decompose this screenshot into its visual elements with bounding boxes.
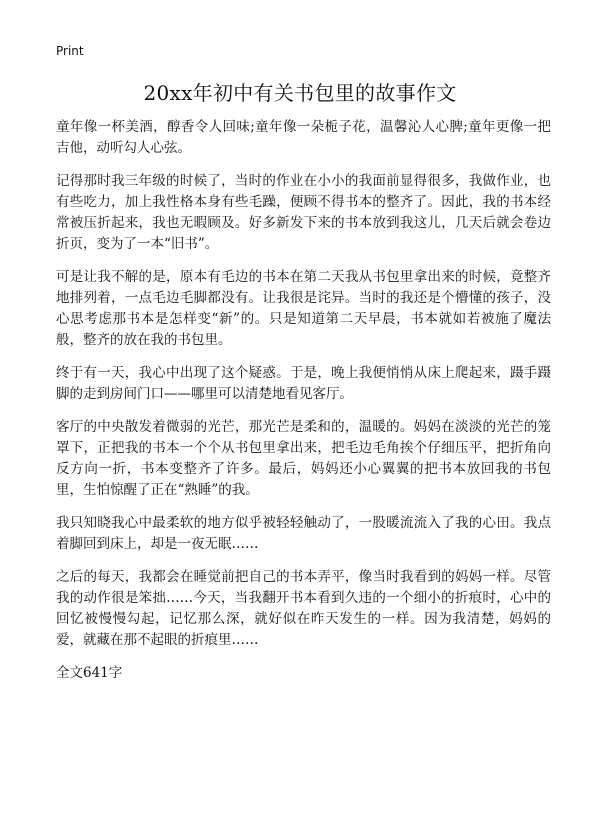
- paragraph: 我只知晓我心中最柔软的地方似乎被轻轻触动了，一股暖流流入了我的心田。我点着脚回到床上，却是一夜无眠……: [56, 515, 551, 552]
- paragraph: 记得那时我三年级的时候了，当时的作业在小小的我面前显得很多，我做作业，也有些吃力，加上我性格本身有些毛躁，便顾不得书本的整齐了。因此，我的书本经常被压折起来，我也无暇顾及。好多新发下来的书本放到我这儿，几天后就会卷边折页，变为了一本“旧书”。: [56, 173, 551, 252]
- word-count: 全文641字: [56, 665, 123, 681]
- paragraph: 终于有一天，我心中出现了这个疑惑。于是，晚上我便悄悄从床上爬起来，蹑手蹑脚的走到房间门口——哪里可以清楚地看见客厅。: [56, 365, 551, 402]
- paragraph: 之后的每天，我都会在睡觉前把自己的书本弄平，像当时我看到的妈妈一样。尽管我的动作很是笨拙……今天，当我翻开书本看到久违的一个细小的折痕时，心中的回忆被慢慢勾起，记忆那么深，就好似在昨天发生的一样。因为我清楚，妈妈的爱，就藏在那不起眼的折痕里……: [56, 569, 551, 648]
- print-link[interactable]: Print: [56, 44, 84, 58]
- article-body: [56, 117, 551, 684]
- paragraph: 童年像一杯美酒，醇香令人回味;童年像一朵栀子花，温馨沁人心脾;童年更像一把吉他，动听勾人心弦。: [56, 119, 551, 156]
- article-title: 20xx年初中有关书包里的故事作文: [143, 81, 457, 105]
- paragraph: 客厅的中央散发着微弱的光芒，那光芒是柔和的，温暖的。妈妈在淡淡的光芒的笼罩下，正把我的书本一个个从书包里拿出来，把毛边毛角挨个仔细压平，把折角向反方向一折，书本变整齐了许多。最后，妈妈还小心翼翼的把书本放回我的书包里，生怕惊醒了正在“熟睡”的我。: [56, 419, 551, 498]
- paragraph: 可是让我不解的是，原本有毛边的书本在第二天我从书包里拿出来的时候，竟整齐地排列着，一点毛边毛脚都没有。让我很是诧异。当时的我还是个懵懂的孩子，没心思考虑那书本是怎样变“新”的。只是知道第二天早晨，书本就如若被施了魔法般，整齐的放在我的书包里。: [56, 269, 551, 348]
